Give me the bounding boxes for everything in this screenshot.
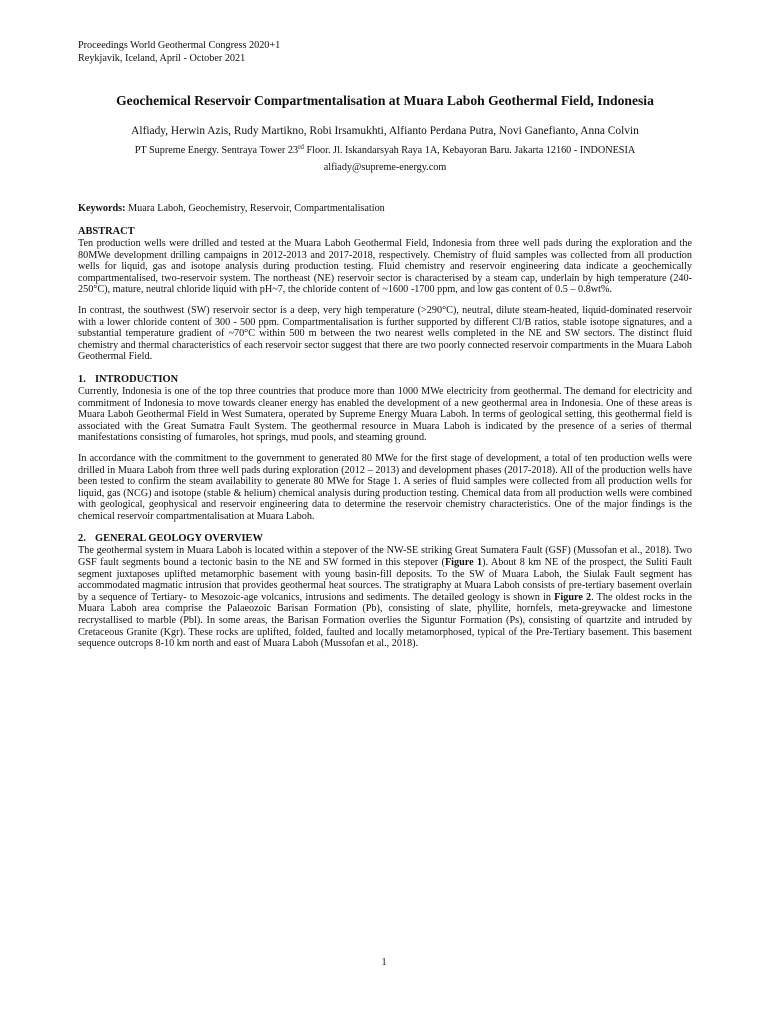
- section-title: GENERAL GEOLOGY OVERVIEW: [95, 533, 263, 545]
- abstract-paragraph-2: In contrast, the southwest (SW) reservoir sector is a deep, very high temperature (>290°C), neutral, dilute steam-heated, liquid-dominated reservoir with a lower chloride content of 300 - 500 ppm. Compartmentalisation is further supported by different Cl/B ratios, stable isotope signatures, and a substantial temperature gradient of ~70°C within 500 m between the two nearest wells completed in the NE and SW sectors. The distinct fluid chemistry and thermal characteristics of each reservoir sector suggest that there are two poorly connected reservoir compartments in the Muara Laboh Geothermal Field.: [78, 304, 692, 363]
- keywords-label: Keywords:: [78, 203, 126, 214]
- section-heading-geology: [78, 532, 692, 545]
- conference-name: Proceedings World Geothermal Congress 2020+1: [78, 40, 281, 51]
- geology-text-part-2: ). About 8 km NE of the prospect, the Suliti Fault segment juxtaposes uplifted metamorphic basement with young basin-fill deposits. To the SW of Muara Laboh, the Siulak Fault segment has accommodated magmatic intrusion that provides geothermal heat sources. The stratigraphy at Muara Laboh consists of pre-tertiary basement overlain by a sequence of Tertiary- to Mesozoic-age volcanics, intrusions and sediments. The detailed geology is shown in: [78, 557, 692, 603]
- paper-page: [78, 40, 692, 650]
- conference-header: [78, 40, 692, 65]
- geology-text-part-1: The geothermal system in Muara Laboh is located within a stepover of the NW-SE striking Great Sumatera Fault (GSF) (Mussofan et al., 2018). Two GSF fault segments bound a tectonic basin to the NE and SW formed in this stepover (: [78, 545, 692, 569]
- keywords-text: Muara Laboh, Geochemistry, Reservoir, Compartmentalisation: [125, 203, 385, 214]
- keywords: [78, 202, 692, 215]
- affiliation-text-end: Floor. Jl. Iskandarsyah Raya 1A, Kebayoran Baru. Jakarta 12160 - INDONESIA: [303, 145, 636, 156]
- figure-1-reference: Figure 1: [444, 557, 483, 569]
- page-number: 1: [381, 957, 387, 968]
- section-number: 2.: [78, 533, 86, 545]
- introduction-paragraph-2: In accordance with the commitment to the government to generated 80 MWe for the first stage of development, a total of ten production wells were drilled in Muara Laboh from three well pads during exploration (2012 – 2013) and development phases (2017-2018). All of the production wells have been tested to confirm the steam availability to generate 80 MWe for Stage 1. A series of fluid samples were collected from all production wells for liquid, gas (NCG) and isotope (stable & helium) chemical analysis during production testing. Chemical data from all production wells were combined with geological, geophysical and reservoir engineering data to determine the reservoir chemistry characteristics. One of the major findings is the chemical reservoir compartmentalisation at Muara Laboh.: [78, 452, 692, 522]
- section-number: 1.: [78, 373, 86, 385]
- author-email: alfiady@supreme-energy.com: [323, 162, 447, 173]
- affiliation-superscript: rd: [298, 143, 304, 151]
- conference-location: Reykjavik, Iceland, April - October 2021: [78, 52, 246, 64]
- abstract-paragraph-1: Ten production wells were drilled and tested at the Muara Laboh Geothermal Field, Indonesia from three well pads during the exploration and the 80MWe development drilling campaigns in 2012-2013 and 2017-2018, respectively. Chemistry of fluid samples was collected from all production wells for liquid, gas and isotope analysis during production testing. Fluid chemistry and reservoir engineering data indicate a geochemically compartmentalised, two-reservoir system. The northeast (NE) reservoir sector is characterised by a steam cap, underlain by high temperature (240-250°C), mature, neutral chloride liquid with pH~7, the chloride content of ~1600 -1700 ppm, and low gas content of 0.5 – 0.8wt%.: [78, 238, 692, 296]
- affiliation: [78, 144, 692, 157]
- paper-title: Geochemical Reservoir Compartmentalisation at Muara Laboh Geothermal Field, Indonesia: [116, 93, 654, 108]
- figure-2-reference: Figure 2: [554, 591, 592, 603]
- geology-text-part-3: . The oldest rocks in the Muara Laboh area comprise the Palaeozoic Barisan Formation (Pb), consisting of slate, phyllite, hornfels, meta-greywacke and limestone recrystallised to marble (Pbl). In some areas, the Barisan Formation overlies the Siguntur Formation (Ps), consisting of quartzite and intruded by Cretaceous Granite (Kgr). These rocks are uplifted, folded, faulted and locally metamorphosed, typical of the Pre-Tertiary basement. This basement sequence outcrops 8-10 km north and east of Muara Laboh (Mussofan et al., 2018).: [78, 591, 692, 650]
- section-heading-introduction: [78, 373, 692, 386]
- affiliation-text-start: PT Supreme Energy. Sentraya Tower 23: [134, 145, 299, 156]
- introduction-paragraph-1: Currently, Indonesia is one of the top three countries that produce more than 1000 MWe electricity from geothermal. The demand for electricity and commitment of Indonesia to move towards cleaner energy has enabled the development of a new geothermal area in Indonesia. One of these areas is Muara Laboh Geothermal Field in West Sumatera, operated by Supreme Energy Muara Laboh. In terms of geological setting, this geothermal field is associated with the Great Sumatra Fault System. The geothermal resource in Muara Laboh is indicated by the presence of a series of thermal manifestations consisting of fumaroles, hot springs, mud pools, and steaming ground.: [78, 385, 692, 444]
- abstract-heading: ABSTRACT: [78, 226, 135, 237]
- geology-paragraph-1: [78, 545, 692, 649]
- section-title: INTRODUCTION: [95, 373, 179, 385]
- author-list: Alfiady, Herwin Azis, Rudy Martikno, Robi Irsamukhti, Alfianto Perdana Putra, Novi Ganefianto, Anna Colvin: [131, 125, 639, 137]
